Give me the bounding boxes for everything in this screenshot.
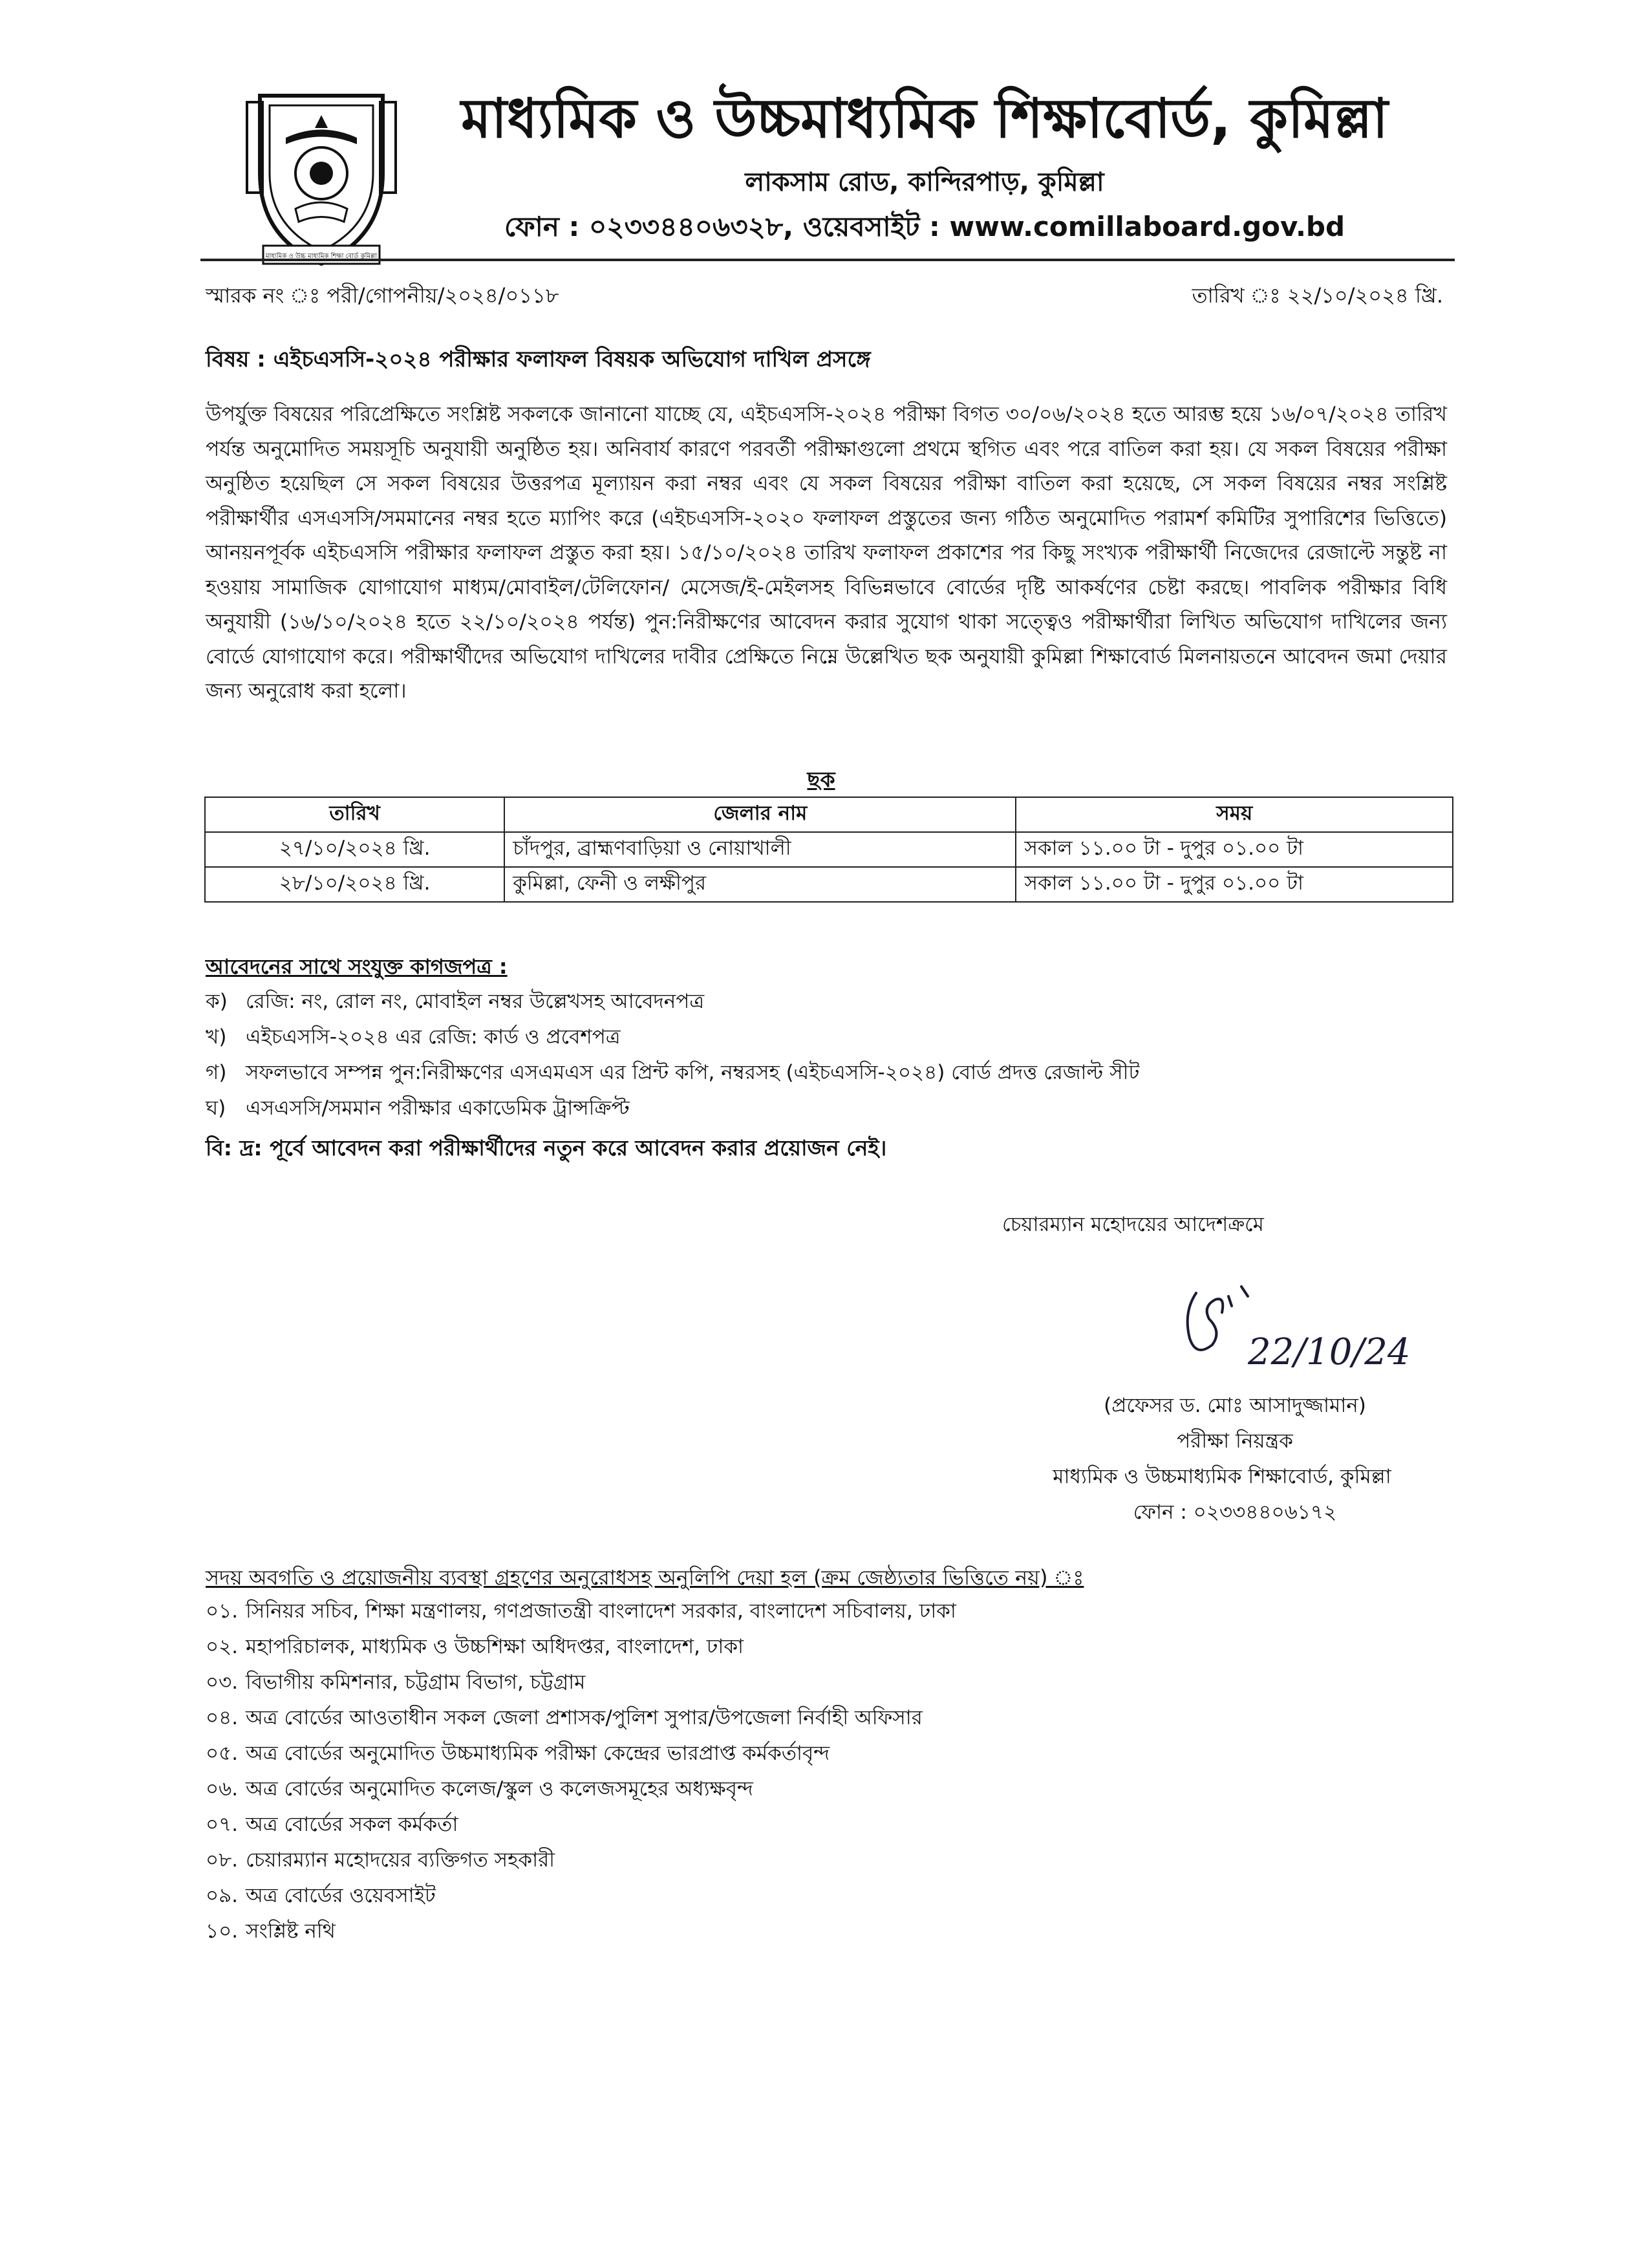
copy-to-marker: ০৪. — [206, 1706, 239, 1729]
signatory-phone: ফোন : ০২৩৩৪৪০৬১৭২ — [1133, 1501, 1337, 1524]
copy-to-text: অত্র বোর্ডের অনুমোদিত কলেজ/স্কুল ও কলেজসমূহের অধ্যক্ষবৃন্দ — [246, 1777, 753, 1801]
attachment-text: রেজি: নং, রোল নং, মোবাইল নম্বর উল্লেখসহ আবেদনপত্র — [246, 990, 705, 1013]
copy-to-marker: ০২. — [206, 1635, 239, 1658]
copy-to-item — [206, 1880, 436, 1914]
order-line: চেয়ারম্যান মহোদয়ের আদেশক্রমে — [1002, 1213, 1264, 1236]
copy-to-text: বিভাগীয় কমিশনার, চট্টগ্রাম বিভাগ, চট্টগ্রাম — [246, 1671, 586, 1694]
memo-date: তারিখ ঃ ২২/১০/২০২৪ খ্রি. — [1192, 283, 1443, 308]
copy-to-marker: ০১. — [206, 1599, 239, 1623]
attachment-marker: খ) — [206, 1025, 227, 1049]
table-header-row — [205, 797, 1453, 832]
table-header-time: সময় — [1016, 797, 1453, 832]
table-cell-district: কুমিল্লা, ফেনী ও লক্ষীপুর — [504, 867, 1016, 902]
schedule-table — [204, 797, 1453, 903]
copy-to-marker: ০৮. — [206, 1848, 239, 1872]
table-caption: ছক — [807, 767, 835, 792]
copy-to-text: অত্র বোর্ডের ওয়েবসাইট — [246, 1884, 436, 1907]
body-paragraph: উপর্যুক্ত বিষয়ের পরিপ্রেক্ষিতে সংশ্লিষ্ট সকলকে জানানো যাচ্ছে যে, এইচএসসি-২০২৪ পরীক্ষা বিগত ৩০/০৬/২০২৪ হতে আরম্ভ হয়ে ১৬/০৭/২০২৪ তারিখ পর্যন্ত অনুমোদিত সময়সূচি অনুযায়ী অনুষ্ঠিত হয়। অনিবার্য কারণে পরবর্তী পরীক্ষাগুলো প্রথমে স্থগিত এবং পরে বাতিল করা হয়। যে সকল বিষয়ের পরীক্ষা অনুষ্ঠিত হয়েছিল সে সকল বিষয়ের উত্তরপত্র মূল্যায়ন করা নম্বর এবং যে সকল বিষয়ের পরীক্ষা বাতিল করা হয়েছে, সে সকল বিষয়ের নম্বর সংশ্লিষ্ট পরীক্ষার্থীর এসএসসি/সমমানের নম্বর হতে ম্যাপিং করে (এইচএসসি-২০২০ ফলাফল প্রস্তুতের জন্য গঠিত অনুমোদিত পরামর্শ কমিটির সুপারিশের ভিত্তিতে) আনয়নপূর্বক এইচএসসি পরীক্ষার ফলাফল প্রস্তুত করা হয়। ১৫/১০/২০২৪ তারিখ ফলাফল প্রকাশের পর কিছু সংখ্যক পরীক্ষার্থী নিজেদের রেজাল্টে সন্তুষ্ট না হওয়ায় সামাজিক যোগাযোগ মাধ্যম/মোবাইল/টেলিফোন/ মেসেজ/ই-মেইলসহ বিভিন্নভাবে বোর্ডের দৃষ্টি আকর্ষণের চেষ্টা করছে। পাবলিক পরীক্ষার বিধি অনুযায়ী (১৬/১০/২০২৪ হতে ২২/১০/২০২৪ পর্যন্ত) পুন:নিরীক্ষণের আবেদন করার সুযোগ থাকা সত্ত্বেও পরীক্ষার্থীরা লিখিত অভিযোগ দাখিলের জন্য বোর্ডে যোগাযোগ করে। পরীক্ষার্থীদের অভিযোগ দাখিলের দাবীর প্রেক্ষিতে নিম্নে উল্লেখিত ছক অনুযায়ী কুমিল্লা শিক্ষাবোর্ড মিলনায়তনে আবেদন জমা দেয়ার জন্য অনুরোধ করা হলো। — [206, 403, 1447, 703]
attachment-marker: ঘ) — [206, 1097, 226, 1120]
signatory-office: মাধ্যমিক ও উচ্চমাধ্যমিক শিক্ষাবোর্ড, কুমিল্লা — [1053, 1465, 1391, 1488]
board-title: মাধ্যমিক ও উচ্চমাধ্যমিক শিক্ষাবোর্ড, কুমিল্লা — [461, 87, 1388, 150]
signatory-name: (প্রফেসর ড. মোঃ আসাদুজ্জামান) — [1104, 1394, 1366, 1417]
note-line: বি: দ্র: পূর্বে আবেদন করা পরীক্ষার্থীদের নতুন করে আবেদন করার প্রয়োজন নেই। — [206, 1135, 887, 1161]
copy-to-item — [206, 1596, 956, 1629]
copy-to-text: অত্র বোর্ডের অনুমোদিত উচ্চমাধ্যমিক পরীক্ষা কেন্দ্রের ভারপ্রাপ্ত কর্মকর্তাবৃন্দ — [246, 1742, 830, 1765]
attachment-marker: ক) — [206, 990, 228, 1013]
copy-to-text: মহাপরিচালক, মাধ্যমিক ও উচ্চশিক্ষা অধিদপ্তর, বাংলাদেশ, ঢাকা — [246, 1635, 744, 1658]
attachment-item — [206, 986, 704, 1020]
table-header-date: তারিখ — [205, 797, 504, 832]
subject-line: বিষয় : এইচএসসি-২০২৪ পরীক্ষার ফলাফল বিষয়ক অভিযোগ দাখিল প্রসঙ্গে — [206, 347, 871, 372]
attachment-text: এসএসসি/সমমান পরীক্ষার একাডেমিক ট্রান্সক্রিপ্ট — [246, 1097, 630, 1120]
signature-date: 22/10/24 — [1248, 1331, 1411, 1373]
attachment-item — [206, 1057, 1139, 1091]
attachments-heading: আবেদনের সাথে সংযুক্ত কাগজপত্র : — [206, 954, 508, 979]
copy-to-text: অত্র বোর্ডের আওতাধীন সকল জেলা প্রশাসক/পুলিশ সুপার/উপজেলা নির্বাহী অফিসার — [246, 1706, 923, 1729]
board-address: লাকসাম রোড, কান্দিরপাড়, কুমিল্লা — [745, 167, 1104, 197]
copy-to-item — [206, 1667, 585, 1700]
table-cell-time: সকাল ১১.০০ টা - দুপুর ০১.০০ টা — [1016, 867, 1453, 902]
table-row — [205, 832, 1453, 867]
table-cell-time: সকাল ১১.০০ টা - দুপুর ০১.০০ টা — [1016, 832, 1453, 867]
table-cell-date: ২৭/১০/২০২৪ খ্রি. — [205, 832, 504, 867]
copy-to-item — [206, 1631, 744, 1665]
board-contact: ফোন : ০২৩৩৪৪০৬৩২৮, ওয়েবসাইট : www.comillaboard.gov.bd — [504, 211, 1345, 242]
table-row — [205, 867, 1453, 902]
copy-to-item — [206, 1773, 753, 1807]
copy-to-item — [206, 1845, 555, 1878]
copy-to-item — [206, 1702, 923, 1736]
attachment-item — [206, 1093, 630, 1126]
memo-reference: স্মারক নং ঃ পরী/গোপনীয়/২০২৪/০১১৮ — [206, 283, 559, 308]
copy-to-marker: ১০. — [206, 1920, 239, 1943]
seal-text: মাধ্যমিক ও উচ্চ মাধ্যমিক শিক্ষা বোর্ড কুমিল্লা — [265, 253, 378, 260]
copy-to-item — [206, 1809, 458, 1843]
copy-to-marker: ০৭. — [206, 1813, 239, 1836]
handwritten-signature — [1151, 1267, 1442, 1396]
copy-to-text: সিনিয়র সচিব, শিক্ষা মন্ত্রণালয়, গণপ্রজাতন্ত্রী বাংলাদেশ সরকার, বাংলাদেশ সচিবালয়, ঢাকা — [246, 1599, 956, 1623]
copy-to-item — [206, 1916, 336, 1949]
signatory-designation: পরীক্ষা নিয়ন্ত্রক — [1177, 1429, 1293, 1453]
table-header-district: জেলার নাম — [504, 797, 1016, 832]
table-cell-district: চাঁদপুর, ব্রাহ্মণবাড়িয়া ও নোয়াখালী — [504, 832, 1016, 867]
copy-to-text: চেয়ারম্যান মহোদয়ের ব্যক্তিগত সহকারী — [246, 1848, 555, 1872]
attachment-text: সফলভাবে সম্পন্ন পুন:নিরীক্ষণের এসএমএস এর প্রিন্ট কপি, নম্বরসহ (এইচএসসি-২০২৪) বোর্ড প্রদত্ত রেজাল্ট সীট — [246, 1061, 1140, 1084]
copy-to-marker: ০৫. — [206, 1742, 239, 1765]
copy-to-text: সংশ্লিষ্ট নথি — [246, 1920, 336, 1943]
copy-to-marker: ০৩. — [206, 1671, 239, 1694]
attachment-text: এইচএসসি-২০২৪ এর রেজি: কার্ড ও প্রবেশপত্র — [246, 1025, 621, 1049]
header-divider — [200, 259, 1455, 261]
copy-to-marker: ০৬. — [206, 1777, 239, 1801]
attachment-item — [206, 1022, 621, 1055]
copy-to-text: অত্র বোর্ডের সকল কর্মকর্তা — [246, 1813, 458, 1836]
copy-to-marker: ০৯. — [206, 1884, 239, 1907]
table-cell-date: ২৮/১০/২০২৪ খ্রি. — [205, 867, 504, 902]
attachment-marker: গ) — [206, 1061, 227, 1084]
copy-to-heading: সদয় অবগতি ও প্রয়োজনীয় ব্যবস্থা গ্রহণের অনুরোধসহ অনুলিপি দেয়া হল (ক্রম জেষ্ঠ্যতার ভিত্তিতে নয়) ঃ — [206, 1565, 1084, 1590]
copy-to-item — [206, 1738, 830, 1771]
board-logo-seal — [241, 76, 402, 270]
